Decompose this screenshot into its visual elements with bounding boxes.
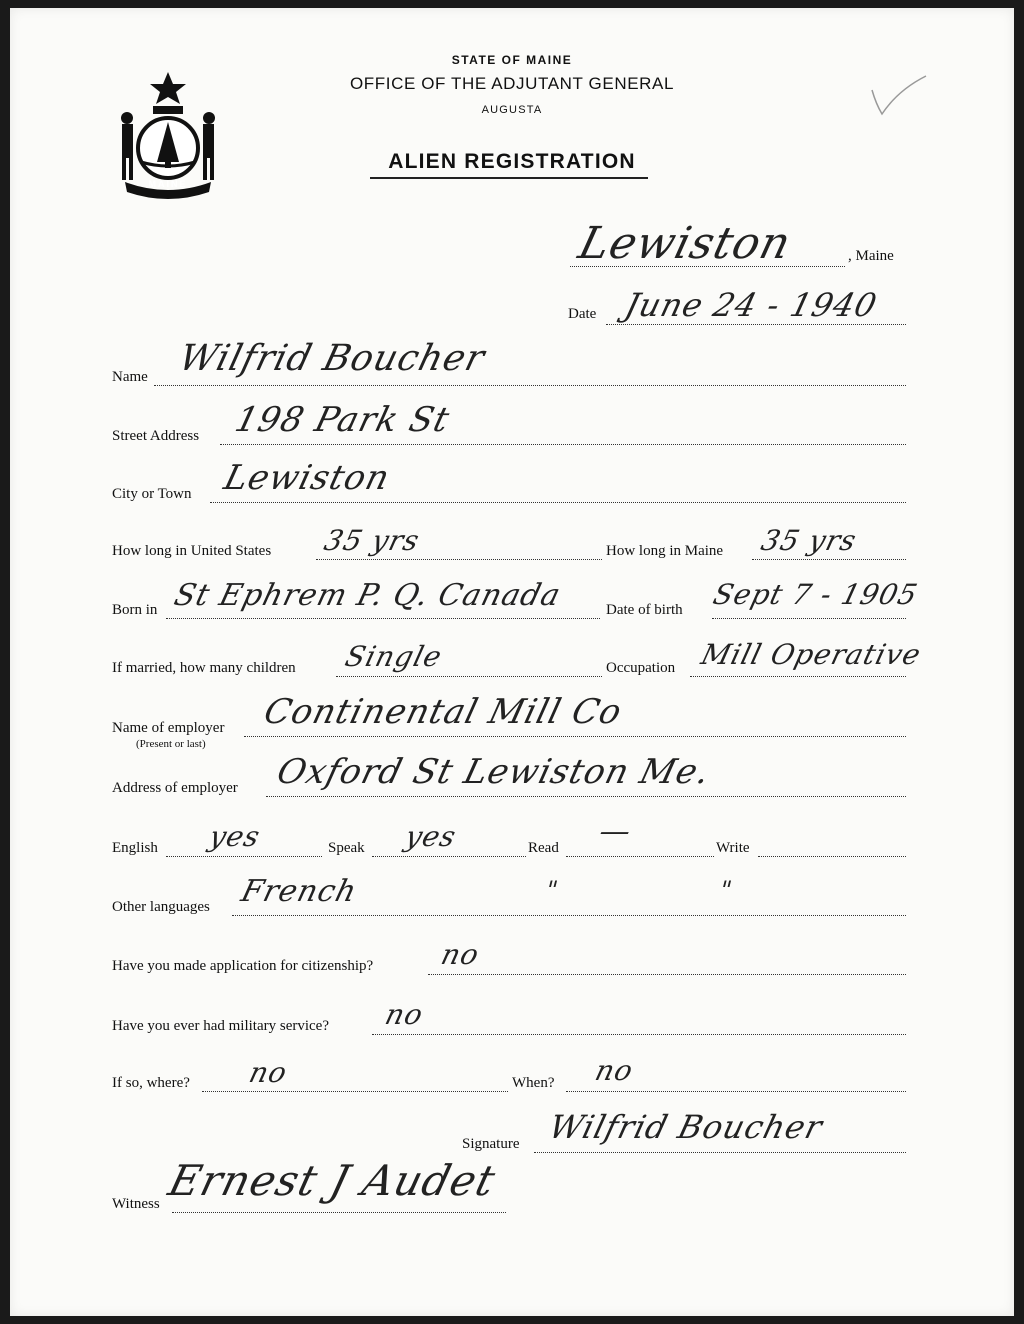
how-long-maine-value: 35 yrs (757, 524, 861, 557)
when-line (566, 1091, 906, 1092)
name-value: Wilfrid Boucher (174, 338, 490, 379)
name-line (154, 385, 906, 386)
children-label: If married, how many children (112, 660, 296, 676)
form-title: ALIEN REGISTRATION (388, 150, 636, 173)
occupation-label: Occupation (606, 660, 676, 676)
other-languages-value: French (237, 874, 361, 909)
english-line (166, 856, 322, 857)
street-address-value: 198 Park St (231, 400, 454, 440)
date-of-birth-label: Date of birth (606, 602, 683, 618)
other-write-value: " (716, 876, 736, 904)
how-long-us-line (316, 559, 602, 560)
other-languages-line (232, 915, 906, 916)
employer-address-value: Oxford St Lewiston Me. (273, 752, 715, 792)
read-value: — (595, 814, 636, 849)
other-read-value: " (542, 876, 562, 904)
date-of-birth-line (712, 618, 906, 619)
city-heading: AUGUSTA (481, 104, 543, 116)
date-label: Date (568, 306, 597, 322)
witness-value: Ernest J Audet (163, 1156, 501, 1205)
where-label: If so, where? (112, 1075, 190, 1091)
how-long-us-value: 35 yrs (320, 524, 424, 557)
when-label: When? (512, 1075, 555, 1091)
street-address-label: Street Address (112, 428, 200, 444)
signature-label: Signature (462, 1136, 520, 1152)
citizenship-label: Have you made application for citizenship? (112, 958, 374, 974)
office-heading: OFFICE OF THE ADJUTANT GENERAL (349, 74, 675, 93)
english-value: yes (205, 820, 264, 853)
occupation-line (690, 676, 906, 677)
write-line (758, 856, 906, 857)
signature-line (534, 1152, 906, 1153)
born-in-line (166, 618, 600, 619)
military-line (372, 1034, 906, 1035)
employer-name-label: Name of employer (112, 720, 225, 736)
city-or-town-line (210, 502, 906, 503)
employer-address-label: Address of employer (112, 780, 238, 796)
how-long-us-label: How long in United States (112, 543, 272, 559)
speak-line (372, 856, 526, 857)
employer-note-label: (Present or last) (136, 738, 206, 750)
write-label: Write (716, 840, 750, 856)
how-long-maine-label: How long in Maine (606, 543, 724, 559)
military-label: Have you ever had military service? (112, 1018, 329, 1034)
other-languages-label: Other languages (112, 899, 210, 915)
employer-name-line (244, 736, 906, 737)
children-line (336, 676, 602, 677)
witness-line (172, 1212, 506, 1213)
citizenship-line (428, 974, 906, 975)
speak-value: yes (401, 820, 460, 853)
born-in-value: St Ephrem P. Q. Canada (170, 578, 565, 613)
city-header-value: Lewiston (573, 218, 797, 269)
when-value: no (591, 1054, 638, 1087)
where-line (202, 1091, 508, 1092)
english-label: English (112, 840, 158, 856)
city-or-town-value: Lewiston (220, 458, 395, 498)
name-label: Name (112, 369, 148, 385)
date-of-birth-value: Sept 7 - 1905 (709, 578, 922, 611)
where-value: no (245, 1056, 292, 1089)
military-value: no (381, 998, 428, 1031)
occupation-value: Mill Operative (697, 638, 925, 671)
read-line (566, 856, 714, 857)
seal-text: MAINE (148, 179, 188, 189)
employer-name-value: Continental Mill Co (260, 692, 627, 732)
speak-label: Speak (328, 840, 365, 856)
children-value: Single (341, 640, 446, 673)
employer-address-line (266, 796, 906, 797)
witness-label: Witness (112, 1196, 160, 1212)
signature-value: Wilfrid Boucher (545, 1108, 827, 1146)
street-address-line (220, 444, 906, 445)
maine-label: , Maine (848, 248, 894, 264)
how-long-maine-line (752, 559, 906, 560)
date-value: June 24 - 1940 (621, 286, 882, 324)
citizenship-value: no (437, 938, 484, 971)
read-label: Read (528, 840, 559, 856)
date-line (606, 324, 906, 325)
state-heading: STATE OF MAINE (451, 53, 573, 67)
born-in-label: Born in (112, 602, 158, 618)
title-underline (370, 177, 648, 179)
registration-form (10, 8, 1014, 1316)
city-or-town-label: City or Town (112, 486, 192, 502)
